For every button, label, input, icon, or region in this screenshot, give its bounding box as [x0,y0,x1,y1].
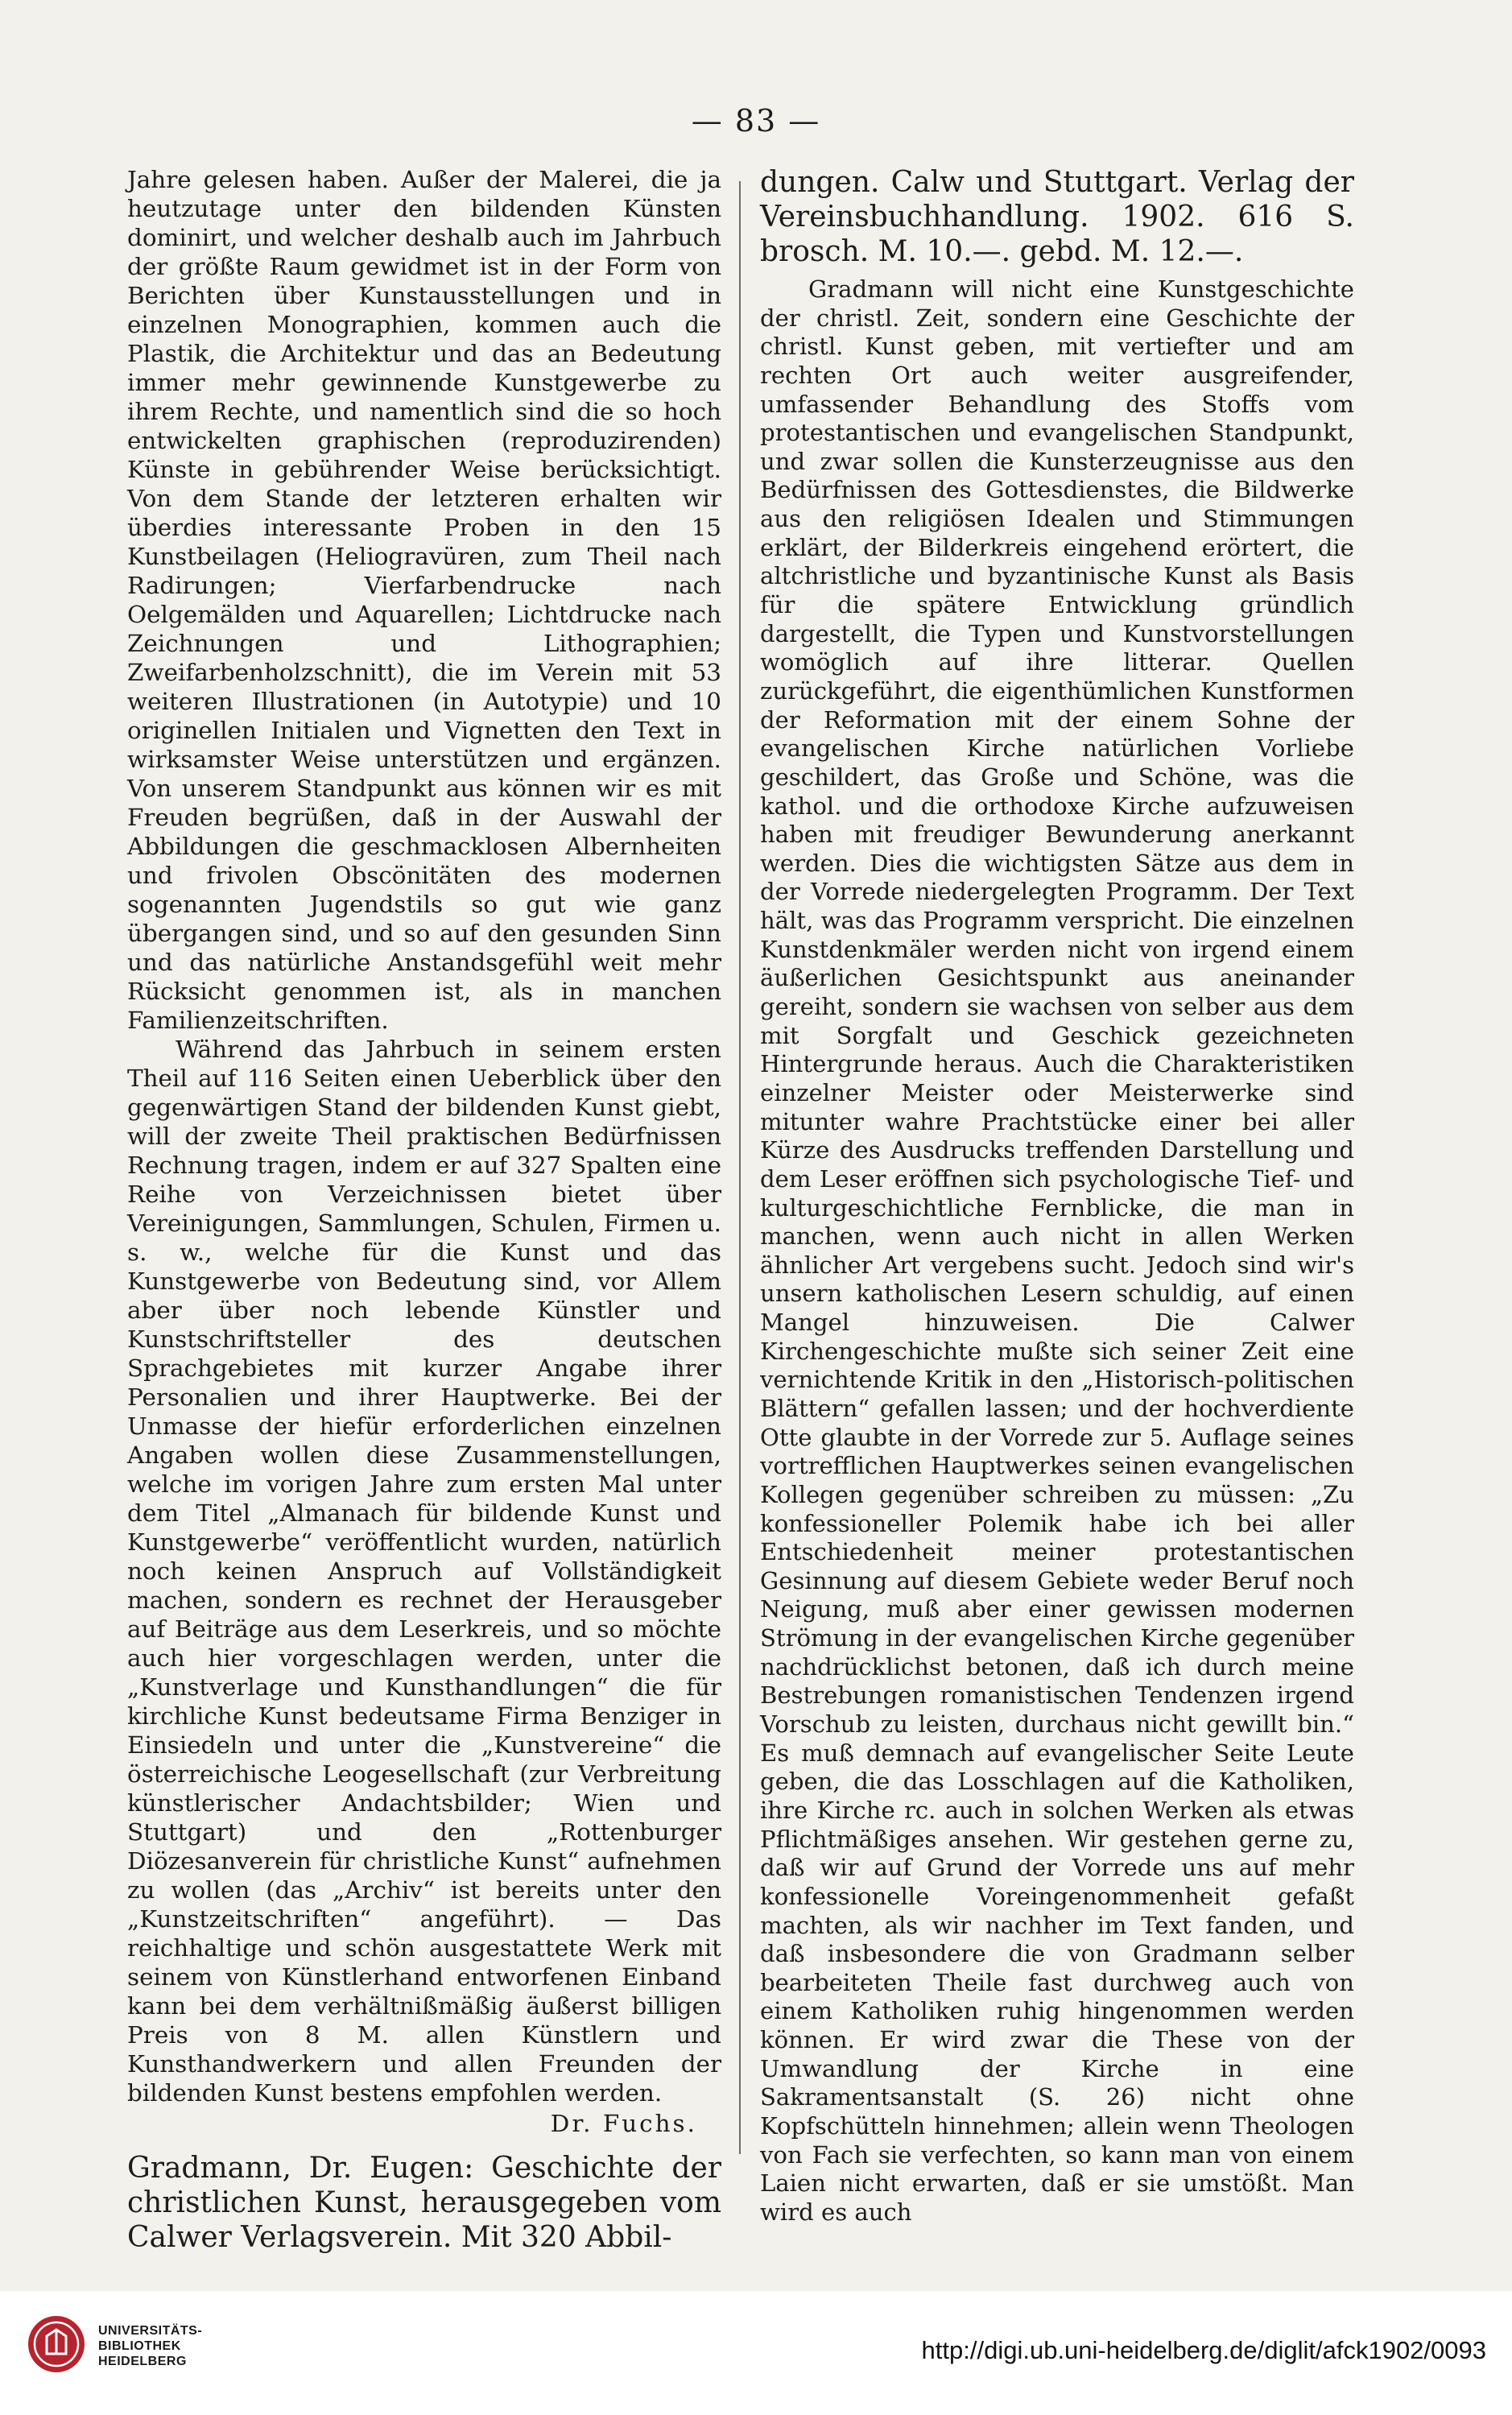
university-seal-icon [26,2314,87,2375]
library-name [98,2323,202,2369]
paragraph: Während das Jahrbuch in seinem ersten Theil auf 116 Seiten einen Ueberblick über den gegenwärtigen Stand der bildenden Kunst giebt, will der zweite Theil praktischen Bedürfnissen Rechnung tragen, indem er auf 327 Spalten eine Reihe von Verzeichnissen bietet über Vereinigungen, Sammlungen, Schulen, Firmen u. s. w., welche für die Kunst und das Kunstgewerbe von Bedeutung sind, vor Allem aber über noch lebende Künstler und Kunstschriftsteller des deutschen Sprachgebietes mit kurzer Angabe ihrer Personalien und ihrer Hauptwerke. Bei der Unmasse der hiefür erforderlichen einzelnen Angaben wollen diese Zusammenstellungen, welche im vorigen Jahre zum ersten Mal unter dem Titel „Almanach für bildende Kunst und Kunstgewerbe“ veröffentlicht wurden, natürlich noch keinen Anspruch auf Vollständigkeit machen, sondern es rechnet der Herausgeber auf Beiträge aus dem Leserkreis, und so möchte auch hier vorgeschlagen werden, unter die „Kunstverlage und Kunsthandlungen“ die für kirchliche Kunst bedeutsame Firma Benziger in Einsiedeln und unter die „Kunstvereine“ die österreichische Leogesellschaft (zur Verbreitung künstlerischer Andachtsbilder; Wien und Stuttgart) und den „Rottenburger Diözesanverein für christliche Kunst“ aufnehmen zu wollen (das „Archiv“ ist bereits unter den „Kunstzeitschriften“ angeführt). — Das reichhaltige und schön ausgestattete Werk mit seinem von Künstlerhand entworfenen Einband kann bei dem verhältnißmäßig äußerst billigen Preis von 8 M. allen Künstlern und Kunsthandwerkern und allen Freunden der bildenden Kunst bestens empfohlen werden. [127,1036,721,2107]
source-url-link[interactable]: http://digi.ub.uni-heidelberg.de/diglit/afck1902/0093 [921,2336,1486,2364]
paragraph: Gradmann will nicht eine Kunstgeschichte der christl. Zeit, sondern eine Geschichte der christl. Kunst geben, mit vertiefter und am rechten Ort auch weiter ausgreifender, umfassender Behandlung des Stoffs vom protestantischen und evangelischen Standpunkt, und zwar sollen die Kunsterzeugnisse aus den Bedürfnissen des Gottesdienstes, die Bildwerke aus den religiösen Idealen und Stimmungen erklärt, der Bilderkreis eingehend erörtert, die altchristliche und byzantinische Kunst als Basis für die spätere Entwicklung gründlich dargestellt, die Typen und Kunstvorstellungen womöglich auf ihre litterar. Quellen zurückgeführt, die eigenthümlichen Kunstformen der Reformation mit der einem Sohne der evangelischen Kirche natürlichen Vorliebe geschildert, das Große und Schöne, was die kathol. und die orthodoxe Kirche aufzuweisen haben mit freudiger Bewunderung anerkannt werden. Dies die wichtigsten Sätze aus dem in der Vorrede niedergelegten Programm. Der Text hält, was das Programm verspricht. Die einzelnen Kunstdenkmäler werden nicht von irgend einem äußerlichen Gesichtspunkt aus aneinander gereiht, sondern sie wachsen von selber aus dem mit Sorgfalt und Geschick gezeichneten Hintergrunde heraus. Auch die Charakteristiken einzelner Meister oder Meisterwerke sind mitunter wahre Prachtstücke einer bei aller Kürze des Ausdrucks treffenden Darstellung und dem Leser eröffnen sich psychologische Tief- und kulturgeschichtliche Fernblicke, die man in manchen, wenn auch nicht in allen Werken ähnlicher Art vergebens sucht. Jedoch sind wir's unsern katholischen Lesern schuldig, auf einen Mangel hinzuweisen. Die Calwer Kirchengeschichte mußte sich seiner Zeit eine vernichtende Kritik in den „Historisch-politischen Blättern“ gefallen lassen; und der hochverdiente Otte glaubte in der Vorrede zur 5. Auflage seines vortrefflichen Hauptwerkes seinen evangelischen Kollegen gegenüber schreiben zu müssen: „Zu konfessioneller Polemik habe ich bei aller Entschiedenheit meiner protestantischen Gesinnung auf diesem Gebiete weder Beruf noch Neigung, muß aber einer gewissen modernen Strömung in der evangelischen Kirche gegenüber nachdrücklichst betonen, daß ich durch meine Bestrebungen romanistischen Tendenzen irgend Vorschub zu leisten, durchaus nicht gewillt bin.“ Es muß demnach auf evangelischer Seite Leute geben, die das Losschlagen auf die Katholiken, ihre Kirche rc. auch in solchen Werken als etwas Pflichtmäßiges ansehen. Wir gestehen gerne zu, daß wir auf Grund der Vorrede uns auf mehr konfessionelle Voreingenommenheit gefaßt machten, als wir nachher im Text fanden, und daß insbesondere die von Gradmann selber bearbeiteten Theile fast durchweg auch von einem Katholiken ruhig hingenommen werden können. Er wird zwar die These von der Umwandlung der Kirche in eine Sakramentsanstalt (S. 26) nicht ohne Kopfschütteln hinnehmen; allein wenn Theologen von Fach sie verfechten, so kann man von einem Laien nicht erwarten, daß er sie umstößt. Man wird es auch [760,275,1354,2226]
library-name-line: UNIVERSITÄTS- [98,2324,203,2338]
right-column [760,165,1354,2227]
paragraph: Jahre gelesen haben. Außer der Malerei, die ja heutzutage unter den bildenden Künsten dominirt, und welcher deshalb auch im Jahrbuch der größte Raum gewidmet ist in der Form von Berichten über Kunstausstellungen und in einzelnen Monographien, kommen auch die Plastik, die Architektur und das an Bedeutung immer mehr gewinnende Kunstgewerbe zu ihrem Rechte, und namentlich sind die so hoch entwickelten graphischen (reproduzirenden) Künste in gebührender Weise berücksichtigt. Von dem Stande der letzteren erhalten wir überdies interessante Proben in den 15 Kunstbeilagen (Heliogravüren, zum Theil nach Radirungen; Vierfarbendrucke nach Oelgemälden und Aquarellen; Lichtdrucke nach Zeichnungen und Lithographien; Zweifarbenholzschnitt), die im Verein mit 53 weiteren Illustrationen (in Autotypie) und 10 originellen Initialen und Vignetten den Text in wirksamster Weise unterstützen und ergänzen. Von unserem Standpunkt aus können wir es mit Freuden begrüßen, daß in der Auswahl der Abbildungen die geschmacklosen Albernheiten und frivolen Obscönitäten des modernen sogenannten Jugendstils so gut wie ganz übergangen sind, und so auf den gesunden Sinn und das natürliche Anstandsgefühl weit mehr Rücksicht genommen ist, als in manchen Familienzeitschriften. [127,166,721,1034]
book-title-continued: dungen. Calw und Stuttgart. Verlag der Vereinsbuchhandlung. 1902. 616 S. brosch. M. 10.—. gebd. M. 12.—. [760,166,1354,268]
page-number: — 83 — [691,103,821,139]
book-title: Gradmann, Dr. Eugen: Geschichte der christlichen Kunst, herausgegeben vom Calwer Verlagsverein. Mit 320 Abbil- [127,2152,721,2254]
signature: Dr. Fuchs. [550,2110,697,2137]
footer-bar [0,2291,1512,2415]
column-divider [739,181,741,2154]
left-column [127,165,721,2255]
library-name-line: HEIDELBERG [98,2355,187,2368]
library-name-line: BIBLIOTHEK [98,2339,181,2353]
